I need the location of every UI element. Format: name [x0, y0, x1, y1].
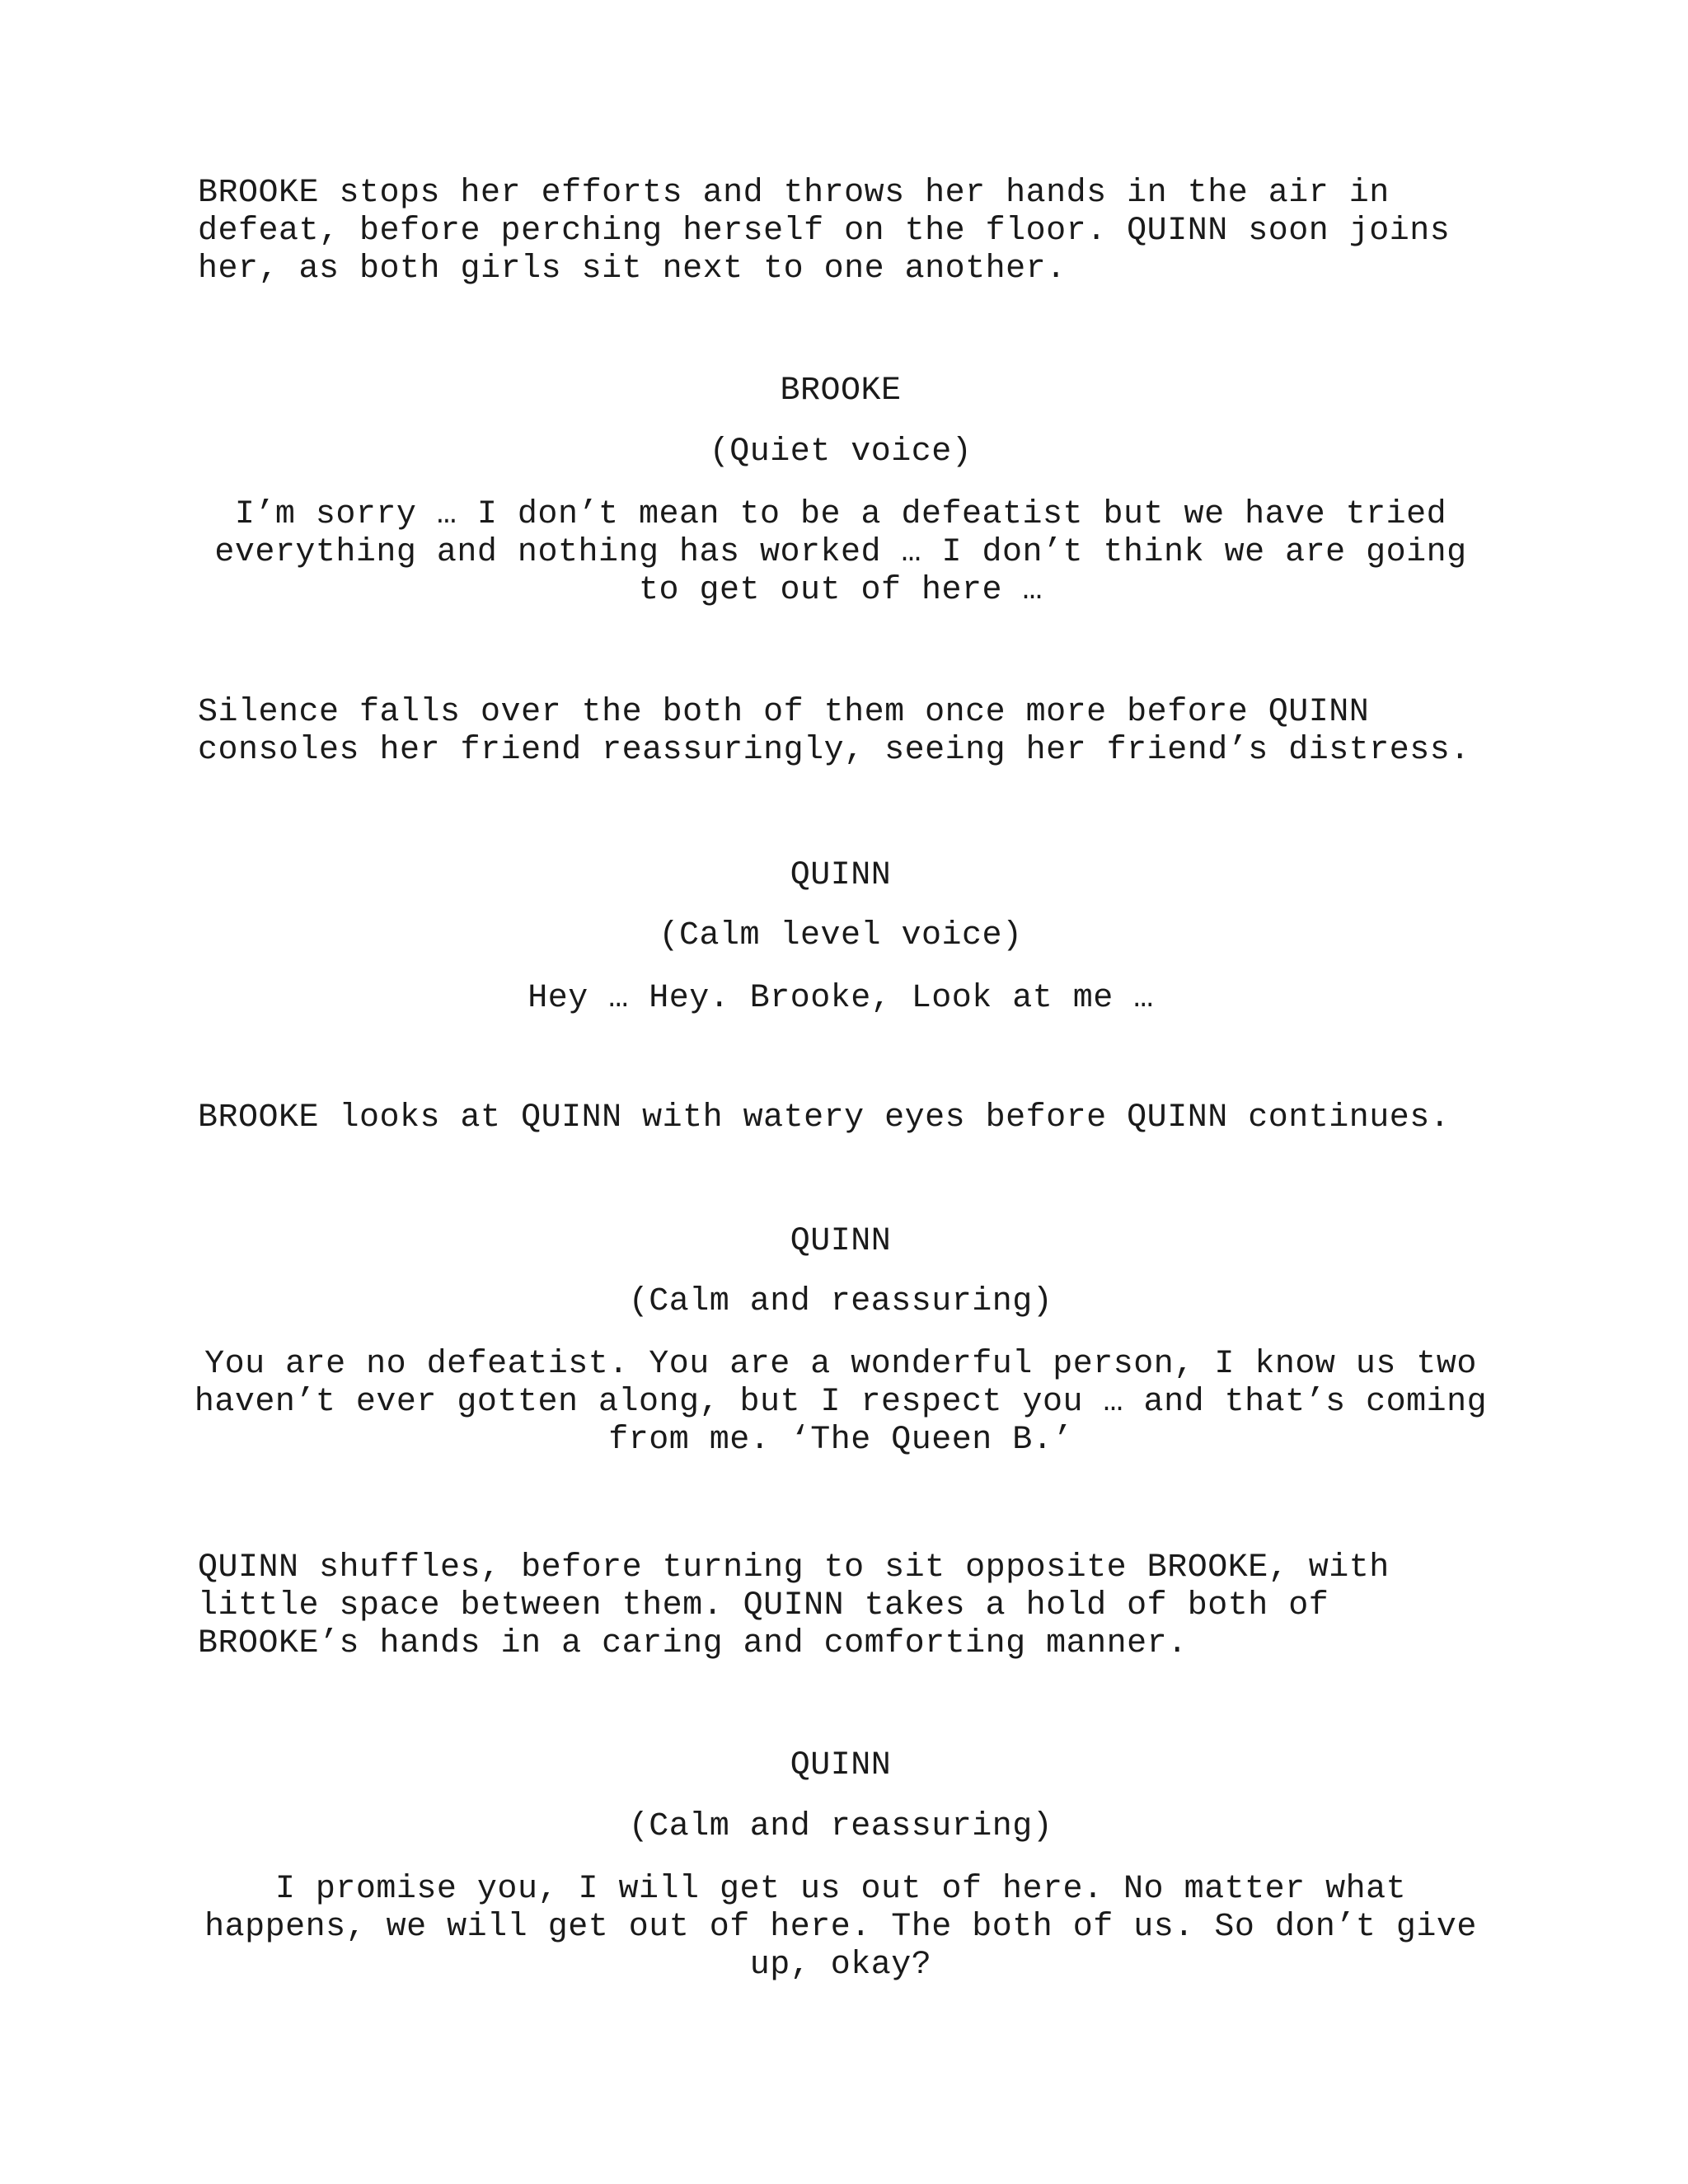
character-name: QUINN	[790, 1223, 892, 1260]
parenthetical: (Calm level voice)	[659, 917, 1023, 954]
dialogue: You are no defeatist. You are a wonderful person, I know us two haven’t ever gotten along, but I respect you … and that’s coming from me. ‘The Queen B.’	[194, 1346, 1488, 1459]
dialogue: Hey … Hey. Brooke, Look at me …	[528, 980, 1154, 1017]
dialogue: I promise you, I will get us out of here. No matter what happens, we will get out of here. The both of us. So don’t give up, okay?	[204, 1871, 1477, 1984]
action-paragraph: QUINN shuffles, before turning to sit opposite BROOKE, with little space between them. QUINN takes a hold of both of BROOKE’s hands in a caring and comforting manner.	[198, 1549, 1390, 1662]
character-name: QUINN	[790, 1747, 892, 1784]
character-name: QUINN	[790, 857, 892, 894]
action-paragraph: Silence falls over the both of them once more before QUINN consoles her friend reassuringly, seeing her friend’s distress.	[198, 694, 1470, 769]
parenthetical: (Quiet voice)	[709, 434, 973, 471]
parenthetical: (Calm and reassuring)	[628, 1283, 1053, 1320]
parenthetical: (Calm and reassuring)	[628, 1808, 1053, 1845]
character-name: BROOKE	[780, 373, 902, 410]
action-paragraph: BROOKE looks at QUINN with watery eyes before QUINN continues.	[198, 1099, 1451, 1137]
action-paragraph: BROOKE stops her efforts and throws her hands in the air in defeat, before perching herself on the floor. QUINN soon joins her, as both girls sit next to one another.	[198, 175, 1451, 288]
dialogue: I’m sorry … I don’t mean to be a defeatist but we have tried everything and nothing has worked … I don’t think we are going to get out of here …	[214, 496, 1467, 609]
